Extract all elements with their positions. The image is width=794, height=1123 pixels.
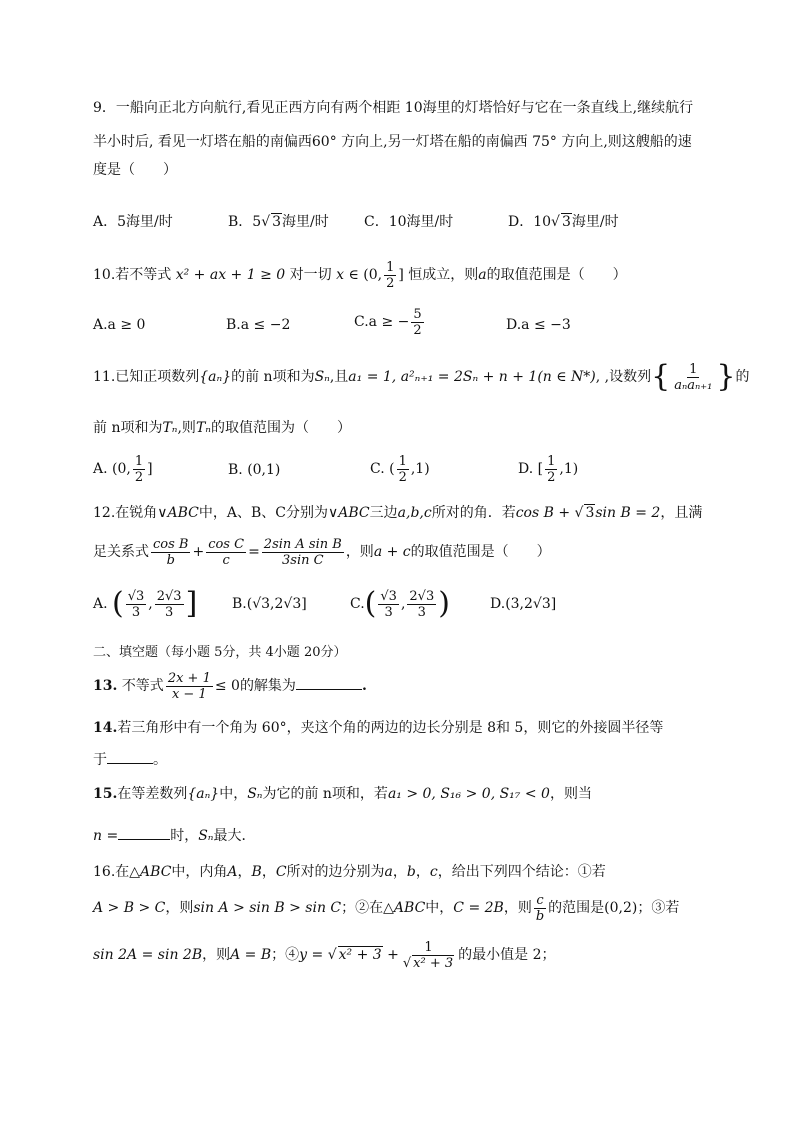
q10-option-a: A.a ≥ 0 — [93, 317, 146, 333]
q9-option-d: D．10√ 3海里/时 — [508, 214, 619, 230]
section-heading: 二、填空题（每小题 5分，共 4小题 20分） — [93, 645, 347, 660]
q10-stem: 10.若不等式 x² + ax + 1 ≥ 0 对一切 x ∈ (0, $\frac{1}{2}$ ] 恒成立，则a的取值范围是（ ） — [93, 259, 627, 291]
q14-answer-blank[interactable] — [107, 749, 153, 764]
q10-option-b: B.a ≤ −2 — [226, 317, 291, 333]
q11-stem-line1: 11.已知正项数列{aₙ}的前 n项和为Sₙ,且a₁ = 1, a²ₙ₊₁ = 2Sₙ + n + 1(n ∈ N*), ,设数列{ $\frac{1}{\text{aₙaₙ₊₁}}$ }的 — [93, 359, 750, 394]
q12-stem-line2: 足关系式 $\frac{\text{cos B}}{b}$ + $\frac{\text{cos C}}{c}$ = $\frac{\text{2sin A sin B}}{\text{3sin C}}$ ，则a + c的取值范围是（ ） — [93, 536, 551, 568]
q16-line3: sin 2A = sin 2B，则A = B；④y = √ x² + 3 + $\frac{1}{\text{√ x² + 3}}$ 的最小值是 2； — [93, 939, 556, 971]
q15-line1: 15.在等差数列{aₙ}中，Sₙ为它的前 n项和，若a₁ > 0, S₁₆ > 0, S₁₇ < 0，则当 — [93, 786, 592, 802]
q11-stem-line2: 前 n项和为Tₙ,则Tₙ的取值范围为（ ） — [93, 420, 351, 436]
q11-option-b: B. (0,1) — [228, 462, 281, 478]
q11-option-c: C. ( $\frac{1}{2}$ ,1) — [370, 453, 430, 485]
q16-line2: A > B > C，则sin A > sin B > sin C；②在△ABC中，C = 2B，则 $\frac{c}{b}$ 的范围是(0,2)；③若 — [93, 892, 680, 924]
q12-option-b: B.(√3,2√3] — [232, 596, 307, 612]
q12-option-a: A. ( $\frac{√3}{3}$ , $\frac{2√3}{3}$ ] — [93, 586, 198, 621]
q15-line2: n = 时，Sₙ最大． — [93, 825, 255, 846]
q14-line1: 14.若三角形中有一个角为 60°，夹这个角的两边的边长分别是 8和 5，则它的外接圆半径等 — [93, 720, 664, 736]
q13-stem: 13. 不等式 $\frac{2x + 1}{x - 1}$ ≤ 0的解集为 . — [93, 670, 367, 702]
q12-option-c: C.( $\frac{√3}{3}$ , $\frac{2√3}{3}$ ) — [350, 586, 450, 621]
q15-answer-blank[interactable] — [118, 825, 170, 840]
q9-line1: 9．一船向正北方向航行,看见正西方向有两个相距 10海里的灯塔恰好与它在一条直线上,继续航行 — [93, 100, 694, 116]
q9-line3: 度是（ ） — [93, 162, 177, 178]
q14-line2: 于 。 — [93, 749, 167, 770]
q12-option-d: D.(3,2√3] — [490, 596, 557, 612]
q9-option-c: C．10海里/时 — [364, 214, 454, 230]
q13-answer-blank[interactable] — [296, 675, 362, 690]
q11-option-d: D. [ $\frac{1}{2}$ ,1) — [518, 453, 579, 485]
q12-stem-line1: 12.在锐角∨ABC中，A、B、C分别为∨ABC三边a,b,c所对的角．若cos B + √ 3sin B = 2，且满 — [93, 505, 703, 521]
q9-line2: 半小时后, 看见一灯塔在船的南偏西60° 方向上,另一灯塔在船的南偏西 75° 方向上,则这艘船的速 — [93, 134, 692, 150]
q16-line1: 16.在△ABC中，内角A，B，C所对的边分别为a，b，c，给出下列四个结论：①若 — [93, 864, 606, 880]
q10-option-c: C.a ≥ − $\frac{5}{2}$ — [354, 306, 422, 338]
q10-option-d: D.a ≤ −3 — [506, 317, 571, 333]
q11-option-a: A. (0, $\frac{1}{2}$ ] — [93, 453, 153, 485]
q9-option-a: A．5海里/时 — [93, 214, 173, 230]
q9-option-b: B．5√ 3海里/时 — [228, 214, 329, 230]
